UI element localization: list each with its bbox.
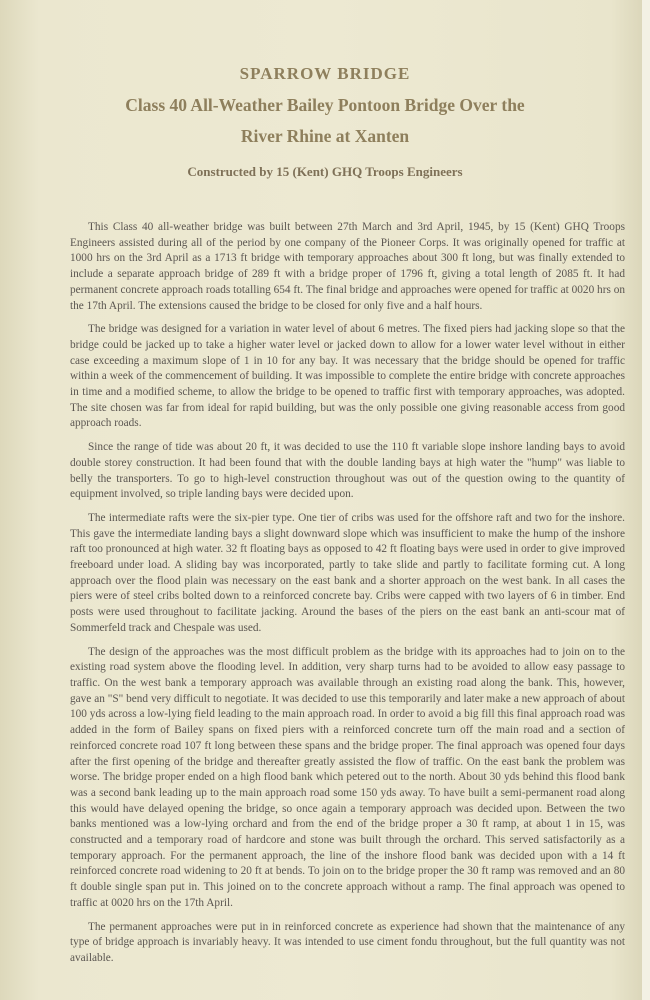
paragraph: This Class 40 all-weather bridge was built between 27th March and 3rd April, 1945, by 15 (Kent) GHQ Troops Engineers assisted during all of the period by one company of the Pioneer Corps. It was originally opened for traffic at 1000 hrs on the 3rd April as a 1713 ft bridge with temporary approaches about 300 ft long, but was finally extended to include a separate approach bridge of 289 ft with a bridge proper of 1796 ft, giving a total length of 2085 ft. It had permanent concrete approach roads totalling 654 ft. The final bridge and approaches were opened for traffic at 0020 hrs on the 17th April. The extensions caused the bridge to be closed for only five and a half hours. xyxy=(70,221,625,312)
document-subtitle-line-2: River Rhine at Xanten xyxy=(240,126,410,146)
paragraph: Since the range of tide was about 20 ft, it was decided to use the 110 ft variable slope inshore landing bays to avoid double storey construction. It had been found that with the double landing bays at high water the "hump" was liable to belly the transporters. To go to high-level construction throughout was out of the question owing to the quantity of equipment involved, so triple landing bays were decided upon. xyxy=(70,441,625,501)
paragraph: The design of the approaches was the most difficult problem as the bridge with its approaches had to join on to the existing road system above the flooding level. In addition, very sharp turns had to be avoided to allow easy passage to traffic. On the west bank a temporary approach was available through an existing road along the bank. This, however, gave an "S" bend very difficult to negotiate. It was decided to use this temporarily and later make a new approach of about 100 yds across a low-lying field leading to the main approach road. In order to avoid a big fill this final approach road was added in the form of Bailey spans on fixed piers with a reinforced concrete turn off the main road and a section of reinforced concrete road 107 ft long between these spans and the bridge proper. The final approach was opened four days after the first opening of the bridge and thereafter greatly assisted the flow of traffic. On the east bank the problem was worse. The bridge proper ended on a high flood bank which petered out to the north. About 30 yds behind this flood bank was a second bank leading up to the main approach road some 150 yds away. To have built a semi-permanent road along this would have delayed opening the bridge, so once again a temporary approach was decided upon. Between the two banks mentioned was a low-lying orchard and from the end of the bridge proper a 30 ft ramp, at about 1 in 15, was constructed and a temporary road of hardcore and stone was built through the orchard. This served satisfactorily as a temporary approach. For the permanent approach, the line of the inshore flood bank was decided upon with a 14 ft reinforced concrete road widening to 20 ft at bends. To join on to the bridge proper the 30 ft ramp was removed and an 80 ft double single span put in. This joined on to the concrete approach without a ramp. The final approach was opened to traffic at 0020 hrs on the 17th April. xyxy=(70,645,625,909)
paragraph: The bridge was designed for a variation in water level of about 6 metres. The fixed piers had jacking slope so that the bridge could be jacked up to take a higher water level or jacked down to allow for a lower water level without in either case exceeding a maximum slope of 1 in 10 for any bay. It was necessary that the bridge should be opened for traffic within a week of the commencement of building. It was impossible to complete the entire bridge with concrete approaches in time and a modified scheme, to allow the bridge to be opened to traffic first with temporary approaches, was adopted. The site chosen was far from ideal for rapid building, but was the only possible one giving reasonable access from good approach roads. xyxy=(70,323,625,430)
paragraph: The permanent approaches were put in in reinforced concrete as experience had shown that the maintenance of any type of bridge approach is invariably heavy. It was intended to use ciment fondu throughout, but the full quantity was not available. xyxy=(70,920,625,964)
document-body xyxy=(70,220,625,975)
document-credit: Constructed by 15 (Kent) GHQ Troops Engineers xyxy=(187,164,463,179)
document-subtitle-line-1: Class 40 All-Weather Bailey Pontoon Bridge Over the xyxy=(125,95,525,115)
document-title: SPARROW BRIDGE xyxy=(239,64,411,83)
paper-edge xyxy=(642,0,650,1000)
paragraph: The intermediate rafts were the six-pier type. One tier of cribs was used for the offshore raft and two for the inshore. This gave the intermediate landing bays a slight downward slope which was insufficient to make the hump of the inshore raft too pronounced at high water. 32 ft floating bays as opposed to 42 ft floating bays were used in order to give improved freeboard under load. A sliding bay was incorporated, partly to take slide and partly to facilitate forming cut. A long approach over the flood plain was necessary on the east bank and a shorter approach on the west bank. In all cases the piers were of steel cribs bolted down to a reinforced concrete bay. Cribs were capped with two layers of 6 in timber. End posts were used throughout to facilitate jacking. Around the bases of the piers on the east bank an anti-scour mat of Sommerfeld track and Chespale was used. xyxy=(70,511,625,634)
